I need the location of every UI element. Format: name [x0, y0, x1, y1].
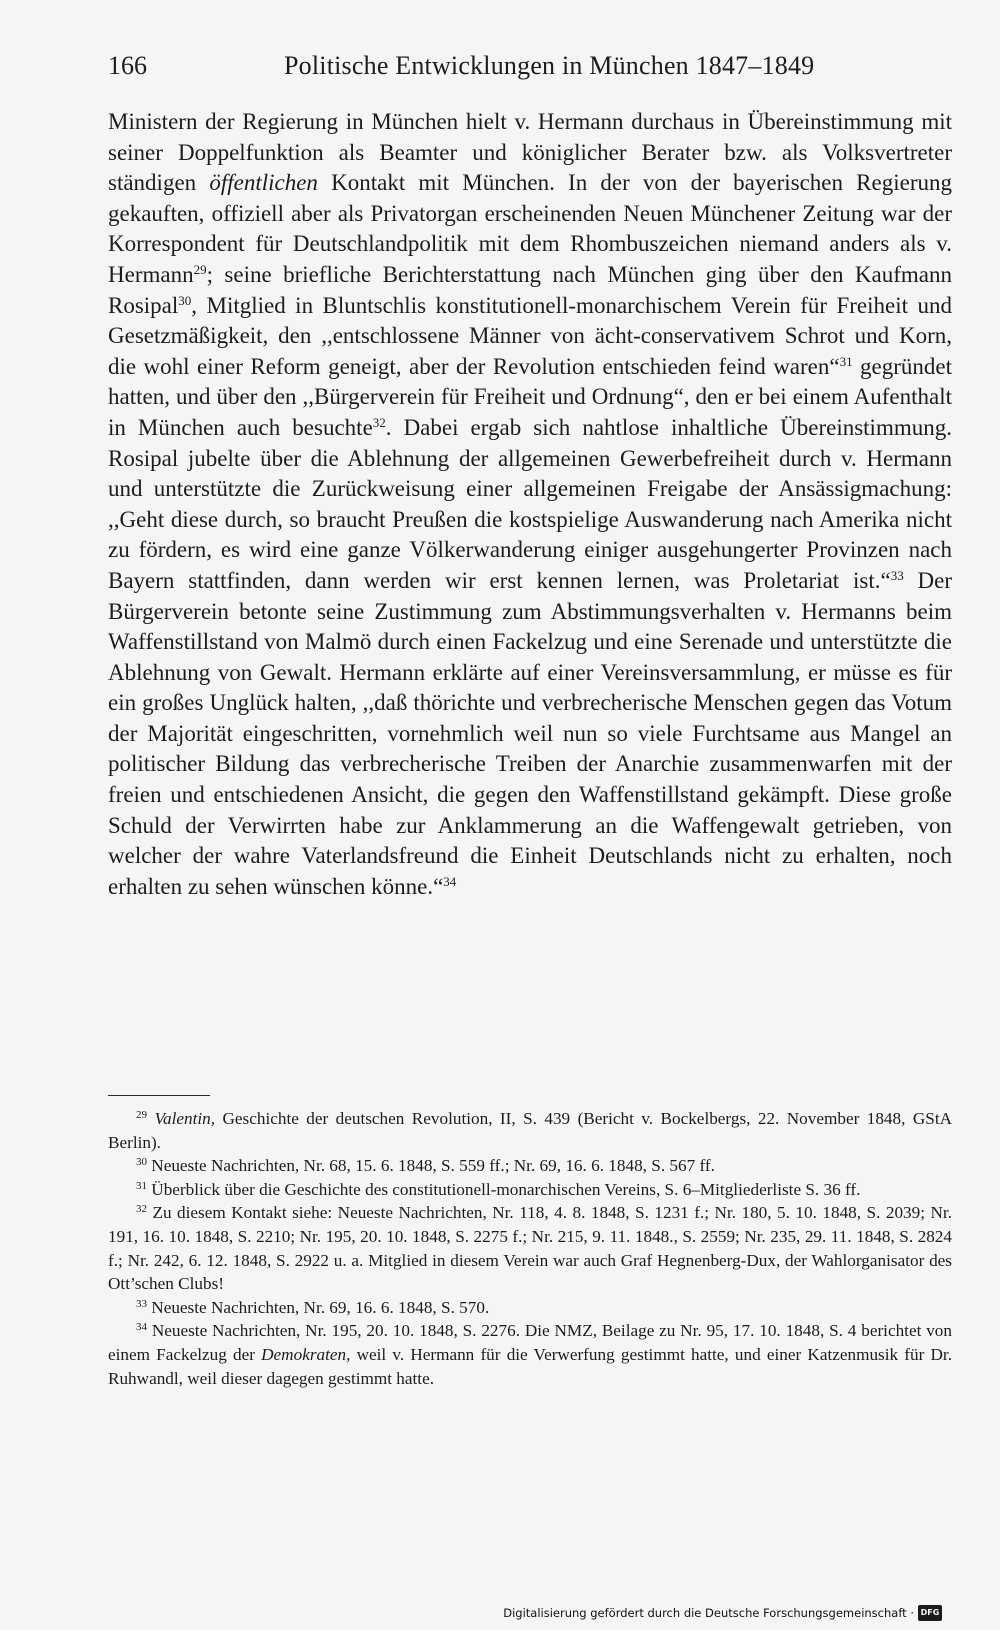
footnote-ref-34[interactable]: 34: [443, 873, 457, 889]
footnote-32: [108, 1201, 952, 1295]
footnote-number: 34: [136, 1321, 147, 1334]
text-run: , Mitglied in Bluntschlis konstitutionell-monarchischem Verein für Freiheit und Gesetzmäßigkeit, den ,,entschlossene Männer von ächt-conservativem Schrot und Korn, die wohl einer Reform geneigt, aber der Revolution entschieden feind waren“: [108, 292, 952, 379]
emphasis-text: öffentlichen: [209, 170, 318, 196]
footnote-29: [108, 1107, 952, 1154]
main-text: [108, 107, 952, 902]
footnote-number: 32: [136, 1203, 147, 1216]
footnote-34: [108, 1319, 952, 1390]
footnote-ref-31[interactable]: 31: [839, 353, 853, 369]
footnote-text: Neueste Nachrichten, Nr. 69, 16. 6. 1848, S. 570.: [147, 1297, 490, 1317]
page-number: 166: [108, 51, 147, 80]
text-run: gegründet hatten, und über den ,,Bürgerverein für Freiheit und Ordnung“, den er bei einem Aufenthalt in München auch besuchte: [108, 353, 953, 440]
footnote-text: Überblick über die Geschichte des constitutionell-monarchischen Vereins, S. 6–Mitgliederliste S. 36 ff.: [147, 1179, 861, 1199]
credit-text: Digitalisierung gefördert durch die Deutsche Forschungsgemeinschaft ·: [503, 1606, 914, 1620]
footnote-30: [108, 1154, 952, 1178]
footnote-text: Neueste Nachrichten, Nr. 195, 20. 10. 1848, S. 2276. Die NMZ, Beilage zu Nr. 95, 17. 10. 1848, S. 4 berichtet von einem Fackelzug der: [108, 1321, 952, 1364]
text-run: . Dabei ergab sich nahtlose inhaltliche Übereinstimmung. Rosipal jubelte über die Ablehnung der allgemeinen Gewerbefreiheit durch v. Hermann und unterstützte die Zurückweisung einer allgemeinen Freigabe der Ansässigmachung: ,,Geht diese durch, so braucht Preußen die kostspielige Auswanderung nach Amerika nicht zu fördern, es wird eine ganze Völkerwanderung einiger ausgehungerter Provinzen nach Bayern stattfinden, dann werden wir erst kennen lernen, was Proletariat ist.“: [108, 414, 952, 593]
footnote-text: weil v. Hermann für die Verwerfung gestimmt hatte, und einer Katzenmusik für Dr. Ruhwandl, weil dieser dagegen gestimmt hatte.: [108, 1344, 953, 1388]
digitization-credit: [503, 1602, 942, 1624]
footnote-divider: [108, 1095, 210, 1096]
text-run: Der Bürgerverein betonte seine Zustimmung zum Abstimmungsverhalten v. Hermanns beim Waffenstillstand von Malmö durch einen Fackelzug und eine Serenade und unterstützte die Ablehnung von Gewalt. Hermann erklärte auf einer Vereinsversammlung, er müsse es für ein großes Unglück halten, ,,daß thörichte und verbrecherische Menschen gegen das Votum der Majorität eingeschritten, vornehmlich weil nun so viele Furchtsame aus Mangel an politischer Bildung das verbrecherische Treiben der Anarchie zusammenwarfen mit der freien und entschiedenen Ansicht, die gegen den Waffenstillstand gekämpft. Diese große Schuld der Verwirrten habe zur Anklammerung an die Waffengewalt getrieben, von welcher der wahre Vaterlandsfreund die Einheit Deutschlands nicht zu erhalten, noch erhalten zu sehen wünschen könne.“: [108, 567, 952, 899]
text-run: Kontakt mit München. In der von der bayerischen Regierung gekauften, offiziell aber als Privatorgan erscheinenden Neuen Münchener Zeitung war der Korrespondent für Deutschlandpolitik mit dem Rhombuszeichen niemand anders als v. Hermann: [108, 170, 952, 287]
footnote-ref-33[interactable]: 33: [890, 567, 904, 583]
footnote-31: [108, 1178, 952, 1202]
footnote-text: Zu diesem Kontakt siehe: Neueste Nachrichten, Nr. 118, 4. 8. 1848, S. 1231 f.; Nr. 180, 5. 10. 1848, S. 2039; Nr. 191, 16. 10. 1848, S. 2210; Nr. 195, 20. 10. 1848, S. 2275 f.; Nr. 215, 9. 11. 1848., S. 2559; Nr. 235, 29. 11. 1848, S. 2824 f.; Nr. 242, 6. 12. 1848, S. 2922 u. a. Mitglied in diesem Verein war auch Graf Hegnenberg-Dux, der Wahlorganisator des Ott’schen Clubs!: [108, 1203, 952, 1294]
running-title: Politische Entwicklungen in München 1847–1849: [284, 51, 815, 80]
text-run: Ministern der Regierung in München hielt v. Hermann durchaus in Übereinstimmung mit seiner Doppelfunktion als Beamter und königlicher Berater bzw. als Volksvertreter ständigen: [108, 109, 952, 196]
emphasis-text: Demokraten,: [261, 1344, 351, 1364]
footnote-text: Neueste Nachrichten, Nr. 68, 15. 6. 1848, S. 559 ff.; Nr. 69, 16. 6. 1848, S. 567 ff.: [147, 1156, 715, 1176]
footnote-ref-32[interactable]: 32: [372, 414, 386, 430]
dfg-logo-icon: DFG: [918, 1605, 942, 1621]
footnote-number: 33: [136, 1297, 147, 1310]
text-run: ; seine briefliche Berichterstattung nach München ging über den Kaufmann Rosipal: [108, 261, 952, 318]
footnotes: [108, 1107, 952, 1390]
footnote-33: [108, 1296, 952, 1320]
footnote-ref-30[interactable]: 30: [178, 292, 192, 308]
footnote-number: 29: [136, 1109, 147, 1121]
footnote-number: 30: [136, 1156, 147, 1169]
footnote-number: 31: [136, 1179, 147, 1192]
author-name: Valentin,: [154, 1109, 216, 1128]
paragraph: [108, 107, 952, 902]
running-head: [108, 48, 953, 84]
footnote-text: Geschichte der deutschen Revolution, II, S. 439 (Bericht v. Bockelbergs, 22. November 1848, GStA Berlin).: [108, 1109, 953, 1152]
footnote-ref-29[interactable]: 29: [193, 261, 207, 277]
